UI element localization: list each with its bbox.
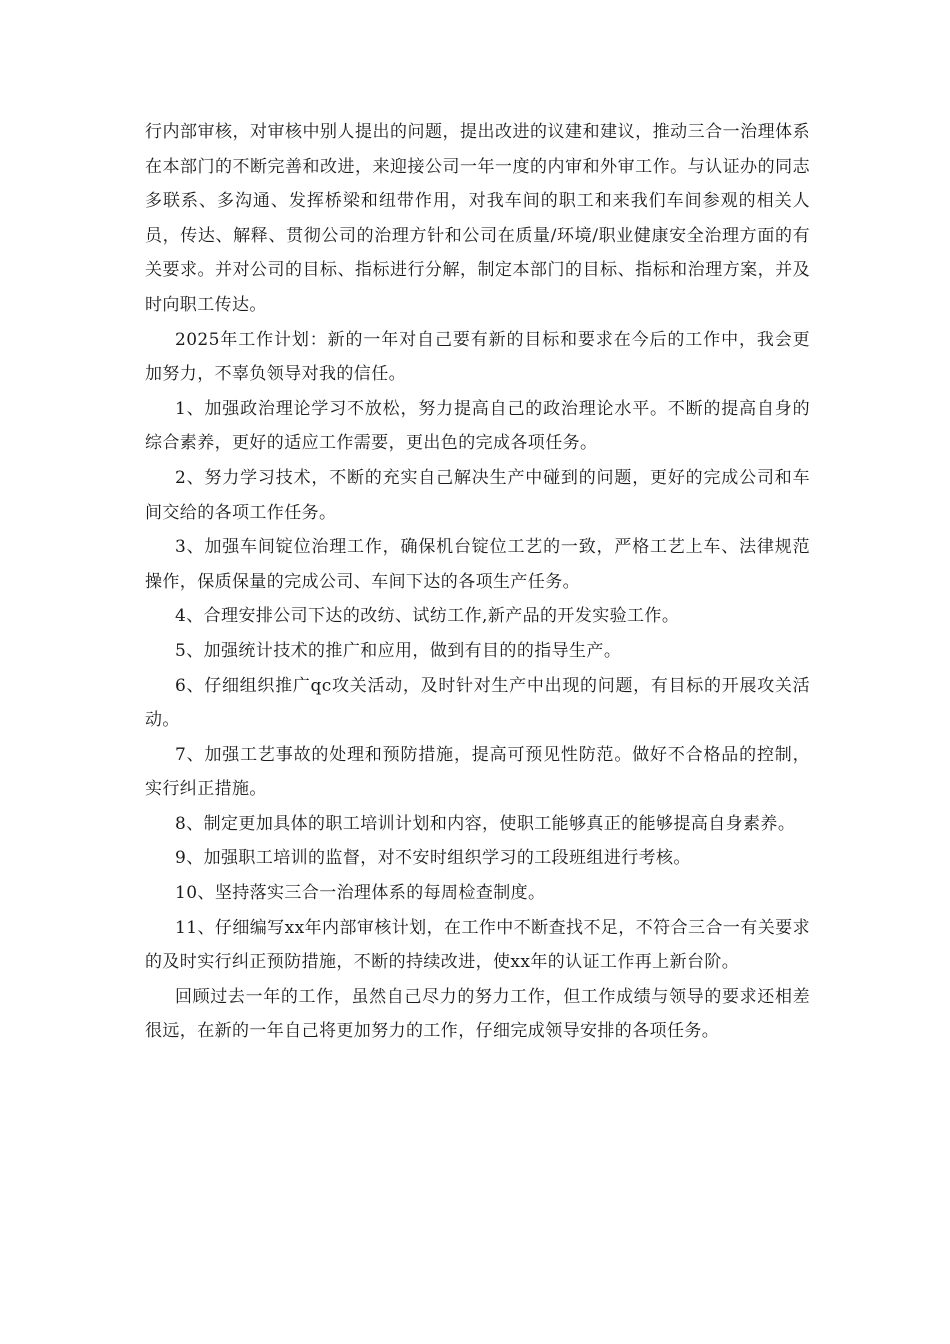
plan-item-8: 8、制定更加具体的职工培训计划和内容，使职工能够真正的能够提高自身素养。 [175,813,796,834]
document-body [145,115,810,1049]
plan-item-9: 9、加强职工培训的监督，对不安时组织学习的工段班组进行考核。 [175,848,691,869]
paragraph-work-plan-intro: 2025年工作计划：新的一年对自己要有新的目标和要求在今后的工作中，我会更加努力，不辜负领导对我的信任。 [145,329,810,385]
plan-item-11: 11、仔细编写xx年内部审核计划，在工作中不断查找不足，不符合三合一有关要求的及时实行纠正预防措施，不断的持续改进，使xx年的认证工作再上新台阶。 [145,917,810,973]
plan-item-7: 7、加强工艺事故的处理和预防措施，提高可预见性防范。做好不合格品的控制，实行纠正措施。 [145,744,810,800]
plan-item-1: 1、加强政治理论学习不放松，努力提高自己的政治理论水平。不断的提高自身的综合素养，更好的适应工作需要，更出色的完成各项任务。 [145,398,810,454]
plan-item-10: 10、坚持落实三合一治理体系的每周检查制度。 [175,883,546,904]
plan-item-2: 2、努力学习技术，不断的充实自己解决生产中碰到的问题，更好的完成公司和车间交给的各项工作任务。 [145,467,810,523]
plan-item-5: 5、加强统计技术的推广和应用，做到有目的的指导生产。 [175,640,622,661]
plan-item-4: 4、合理安排公司下达的改纺、试纺工作,新产品的开发实验工作。 [175,606,680,627]
plan-item-3: 3、加强车间锭位治理工作，确保机台锭位工艺的一致，严格工艺上车、法律规范操作，保质保量的完成公司、车间下达的各项生产任务。 [145,537,810,592]
paragraph-conclusion: 回顾过去一年的工作，虽然自己尽力的努力工作，但工作成绩与领导的要求还相差很远，在新的一年自己将更加努力的工作，仔细完成领导安排的各项任务。 [145,986,810,1042]
plan-item-6: 6、仔细组织推广qc攻关活动，及时针对生产中出现的问题，有目标的开展攻关活动。 [145,675,810,731]
paragraph-continued-audit: 行内部审核，对审核中别人提出的问题，提出改进的议建和建议，推动三合一治理体系在本部门的不断完善和改进，来迎接公司一年一度的内审和外审工作。与认证办的同志多联系、多沟通、发挥桥梁和纽带作用，对我车间的职工和来我们车间参观的相关人员，传达、解释、贯彻公司的治理方针和公司在质量/环境/职业健康安全治理方面的有关要求。并对公司的目标、指标进行分解，制定本部门的目标、指标和治理方案，并及时向职工传达。 [145,122,810,315]
